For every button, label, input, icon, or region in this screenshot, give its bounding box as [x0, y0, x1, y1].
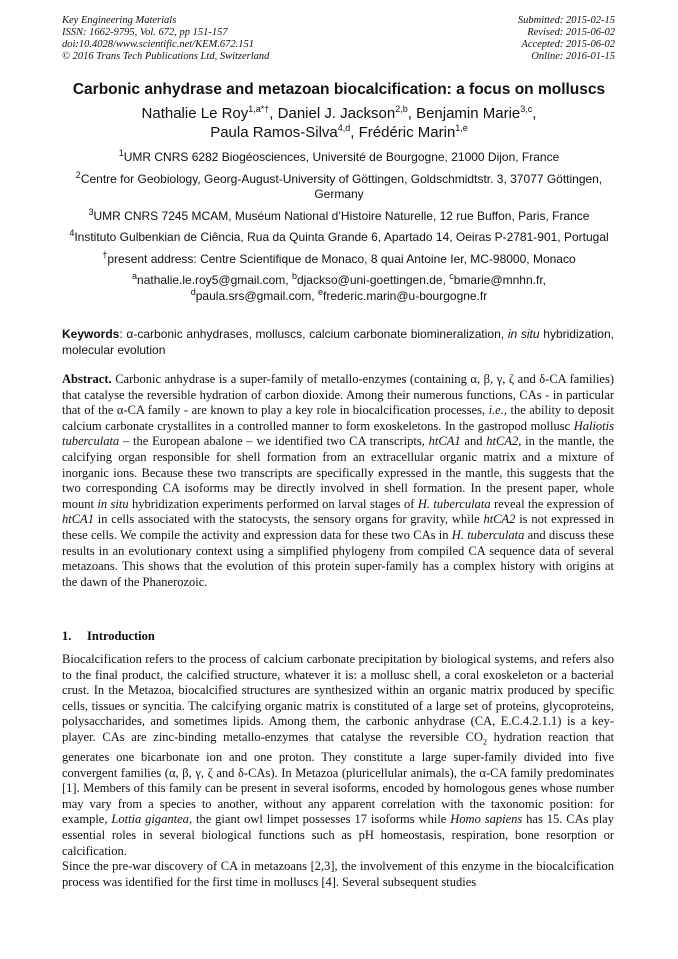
affiliation	[66, 230, 612, 246]
affiliation	[66, 150, 612, 166]
affiliation-marker: †	[102, 249, 108, 260]
email-link[interactable]: nathalie.le.roy5@gmail.com,	[137, 273, 289, 287]
section-number: 1.	[62, 629, 72, 643]
author-affil-marker: 1,e	[455, 123, 468, 133]
affiliation-marker: 3	[88, 206, 94, 217]
dates-header	[518, 15, 615, 63]
journal-header	[62, 15, 269, 63]
affiliation-text: Instituto Gulbenkian de Ciência, Rua da Quinta Grande 6, Apartado 14, Oeiras P-2781-901, Portugal	[74, 230, 609, 244]
author-name: Nathalie Le Roy	[141, 105, 249, 122]
keywords-text: in situ	[507, 327, 540, 341]
email-link[interactable]: bmarie@mnhn.fr,	[453, 273, 546, 287]
affiliation-text: UMR CNRS 6282 Biogéosciences, Université de Bourgogne, 21000 Dijon, France	[123, 150, 560, 164]
paper-title: Carbonic anhydrase and metazoan biocalcification: a focus on molluscs	[72, 81, 606, 98]
affiliation-text: UMR CNRS 7245 MCAM, Muséum National d’Histoire Naturelle, 12 rue Buffon, Paris, France	[93, 208, 590, 223]
affiliation-marker: 1	[118, 148, 124, 158]
online-date: Online: 2016-01-15	[531, 51, 615, 62]
affiliation-text: Centre for Geobiology, Georg-August-University of Göttingen, Goldschmidtstr. 3, 37077 Göttingen, Germany	[80, 171, 603, 201]
affiliations	[66, 150, 612, 304]
accepted-date: Accepted: 2015-06-02	[521, 39, 615, 50]
affiliation-text: present address: Centre Scientifique de Monaco, 8 quai Antoine Ier, MC-98000, Monaco	[107, 251, 576, 266]
author-name: Benjamin Marie	[416, 105, 521, 122]
affiliation-marker: 4	[69, 228, 75, 238]
submitted-date: Submitted: 2015-02-15	[517, 15, 615, 26]
author-name: Frédéric Marin	[358, 124, 456, 141]
keywords-text: : α-carbonic anhydrases, molluscs, calcium carbonate biomineralization,	[119, 327, 508, 341]
introduction-body	[62, 652, 614, 890]
author-affil-marker: 2,b	[395, 104, 408, 114]
abstract: Abstract. Carbonic anhydrase is a super-family of metallo-enzymes (containing α, β, γ, ζ and δ-CA families) that catalyse the reversible hydration of carbon dioxide. Among their numerous functions, CAs - in particular that of the α-CA family - are known to play a key role in biocalcification processes, i.e., the ability to deposit calcium carbonate crystallites in a controlled manner to form exoskeletons. In the gastropod mollusc Haliotis tuberculata – the European abalone – we identified two CA transcripts, htCA1 and htCA2, in the mantle, the calcifying organ responsible for shell formation from an extracellular organic matrix and a mixture of inorganic ions. Because these two transcripts are specifically expressed in the mantle, this suggests that the two corresponding CA isoforms may be directly involved in shell formation. In the present paper, whole mount in situ hybridization experiments performed on larval stages of H. tuberculata reveal the expression of htCA1 in cells associated with the statocysts, the sensory organs for gravity, while htCA2 is not expressed in these cells. We compile the activity and expression data for these two CAs in H. tuberculata and discuss these results in an evolutionary context using a simplified phylogeny from compiled CA sequence data of several metazoans. This shows that the evolution of this protein super-family has a complex history with origins at the dawn of the Phanerozoic.	[62, 372, 615, 589]
email-link[interactable]: djackso@uni-goettingen.de,	[296, 273, 446, 287]
email-link[interactable]: frederic.marin@u-bourgogne.fr	[323, 288, 488, 303]
keywords-text: hybridization, molecular evolution	[62, 327, 614, 357]
author-list: Nathalie Le Roy$^{1,a*\dagger}$, Daniel J. Jackson$^{2,b}$, Benjamin Marie$^{3,c}$, Paula Ramos-Silva$^{4,d}$, Frédéric Marin$^{1,e}$	[141, 104, 537, 141]
affiliation	[66, 249, 612, 268]
paragraph: Since the pre-war discovery of CA in metazoans [2,3], the involvement of this enzyme in the biocalcification process was identified for the first time in molluscs [4]. Several subsequent studies	[62, 859, 614, 889]
section-heading	[62, 629, 155, 644]
author-emails: $^a$nathalie.le.roy5@gmail.com, $^b$djackso@uni-goettingen.de, $^c$bmarie@mnhn.fr, $^d$paula.srs@gmail.com, $^e$frederic.marin@u-bourgogne.fr	[132, 271, 546, 303]
affiliation	[66, 206, 612, 225]
journal-name: Key Engineering Materials	[62, 15, 177, 26]
keywords	[62, 326, 614, 358]
copyright-line: © 2016 Trans Tech Publications Ltd, Switzerland	[62, 51, 270, 62]
email-link[interactable]: paula.srs@gmail.com,	[195, 288, 315, 303]
keywords-label: Keywords	[62, 327, 120, 341]
author-name: Daniel J. Jackson	[277, 105, 396, 122]
section-title: Introduction	[87, 629, 155, 643]
author-name: Paula Ramos-Silva	[210, 124, 338, 141]
doi-line: doi:10.4028/www.scientific.net/KEM.672.151	[62, 39, 254, 50]
issn-line: ISSN: 1662-9795, Vol. 672, pp 151-157	[62, 27, 228, 38]
author-affil-marker: 3,c	[520, 104, 533, 114]
affiliation	[66, 169, 612, 203]
author-affil-marker: 1,a*†	[248, 104, 270, 114]
author-affil-marker: 4,d	[337, 123, 351, 133]
revised-date: Revised: 2015-06-02	[527, 27, 615, 38]
abstract-label: Abstract.	[62, 372, 112, 386]
affiliation-marker: 2	[75, 169, 81, 180]
paragraph: Biocalcification refers to the process of calcium carbonate precipitation by biological systems, and refers also to the final product, the calcified structure, whatever it is: a mollusc shell, a coral exoskeleton or a bacterial crust. In the Metazoa, biocalcified structures are synthesized within an organic matrix produced by specific cells, tissues or syncitia. The calcifying organic matrix is constituted of a large set of proteins, glycoproteins, polysaccharides, and sometimes lipids. Among them, the carbonic anhydrase (CA, E.C.4.2.1.1) is a key-player. CAs are zinc-binding metallo-enzymes that catalyse the reversible $CO_2$ hydration reaction that generates one bicarbonate ion and one proton. They constitute a large super-family divided into five convergent families (α, β, γ, ζ and δ-CAs). In Metazoa (pluricellular animals), the α-CA family predominates [1]. Members of this family can be present in several isoforms, encoded by homologous genes whose number may vary from a species to another, without any apparent correlation with the taxonomic position: for example, Lottia gigantea, the giant owl limpet possesses 17 isoforms while Homo sapiens has 15. CAs play essential roles in several biological functions such as pH homeostasis, respiration, bone resorption or calcification.	[62, 652, 614, 858]
